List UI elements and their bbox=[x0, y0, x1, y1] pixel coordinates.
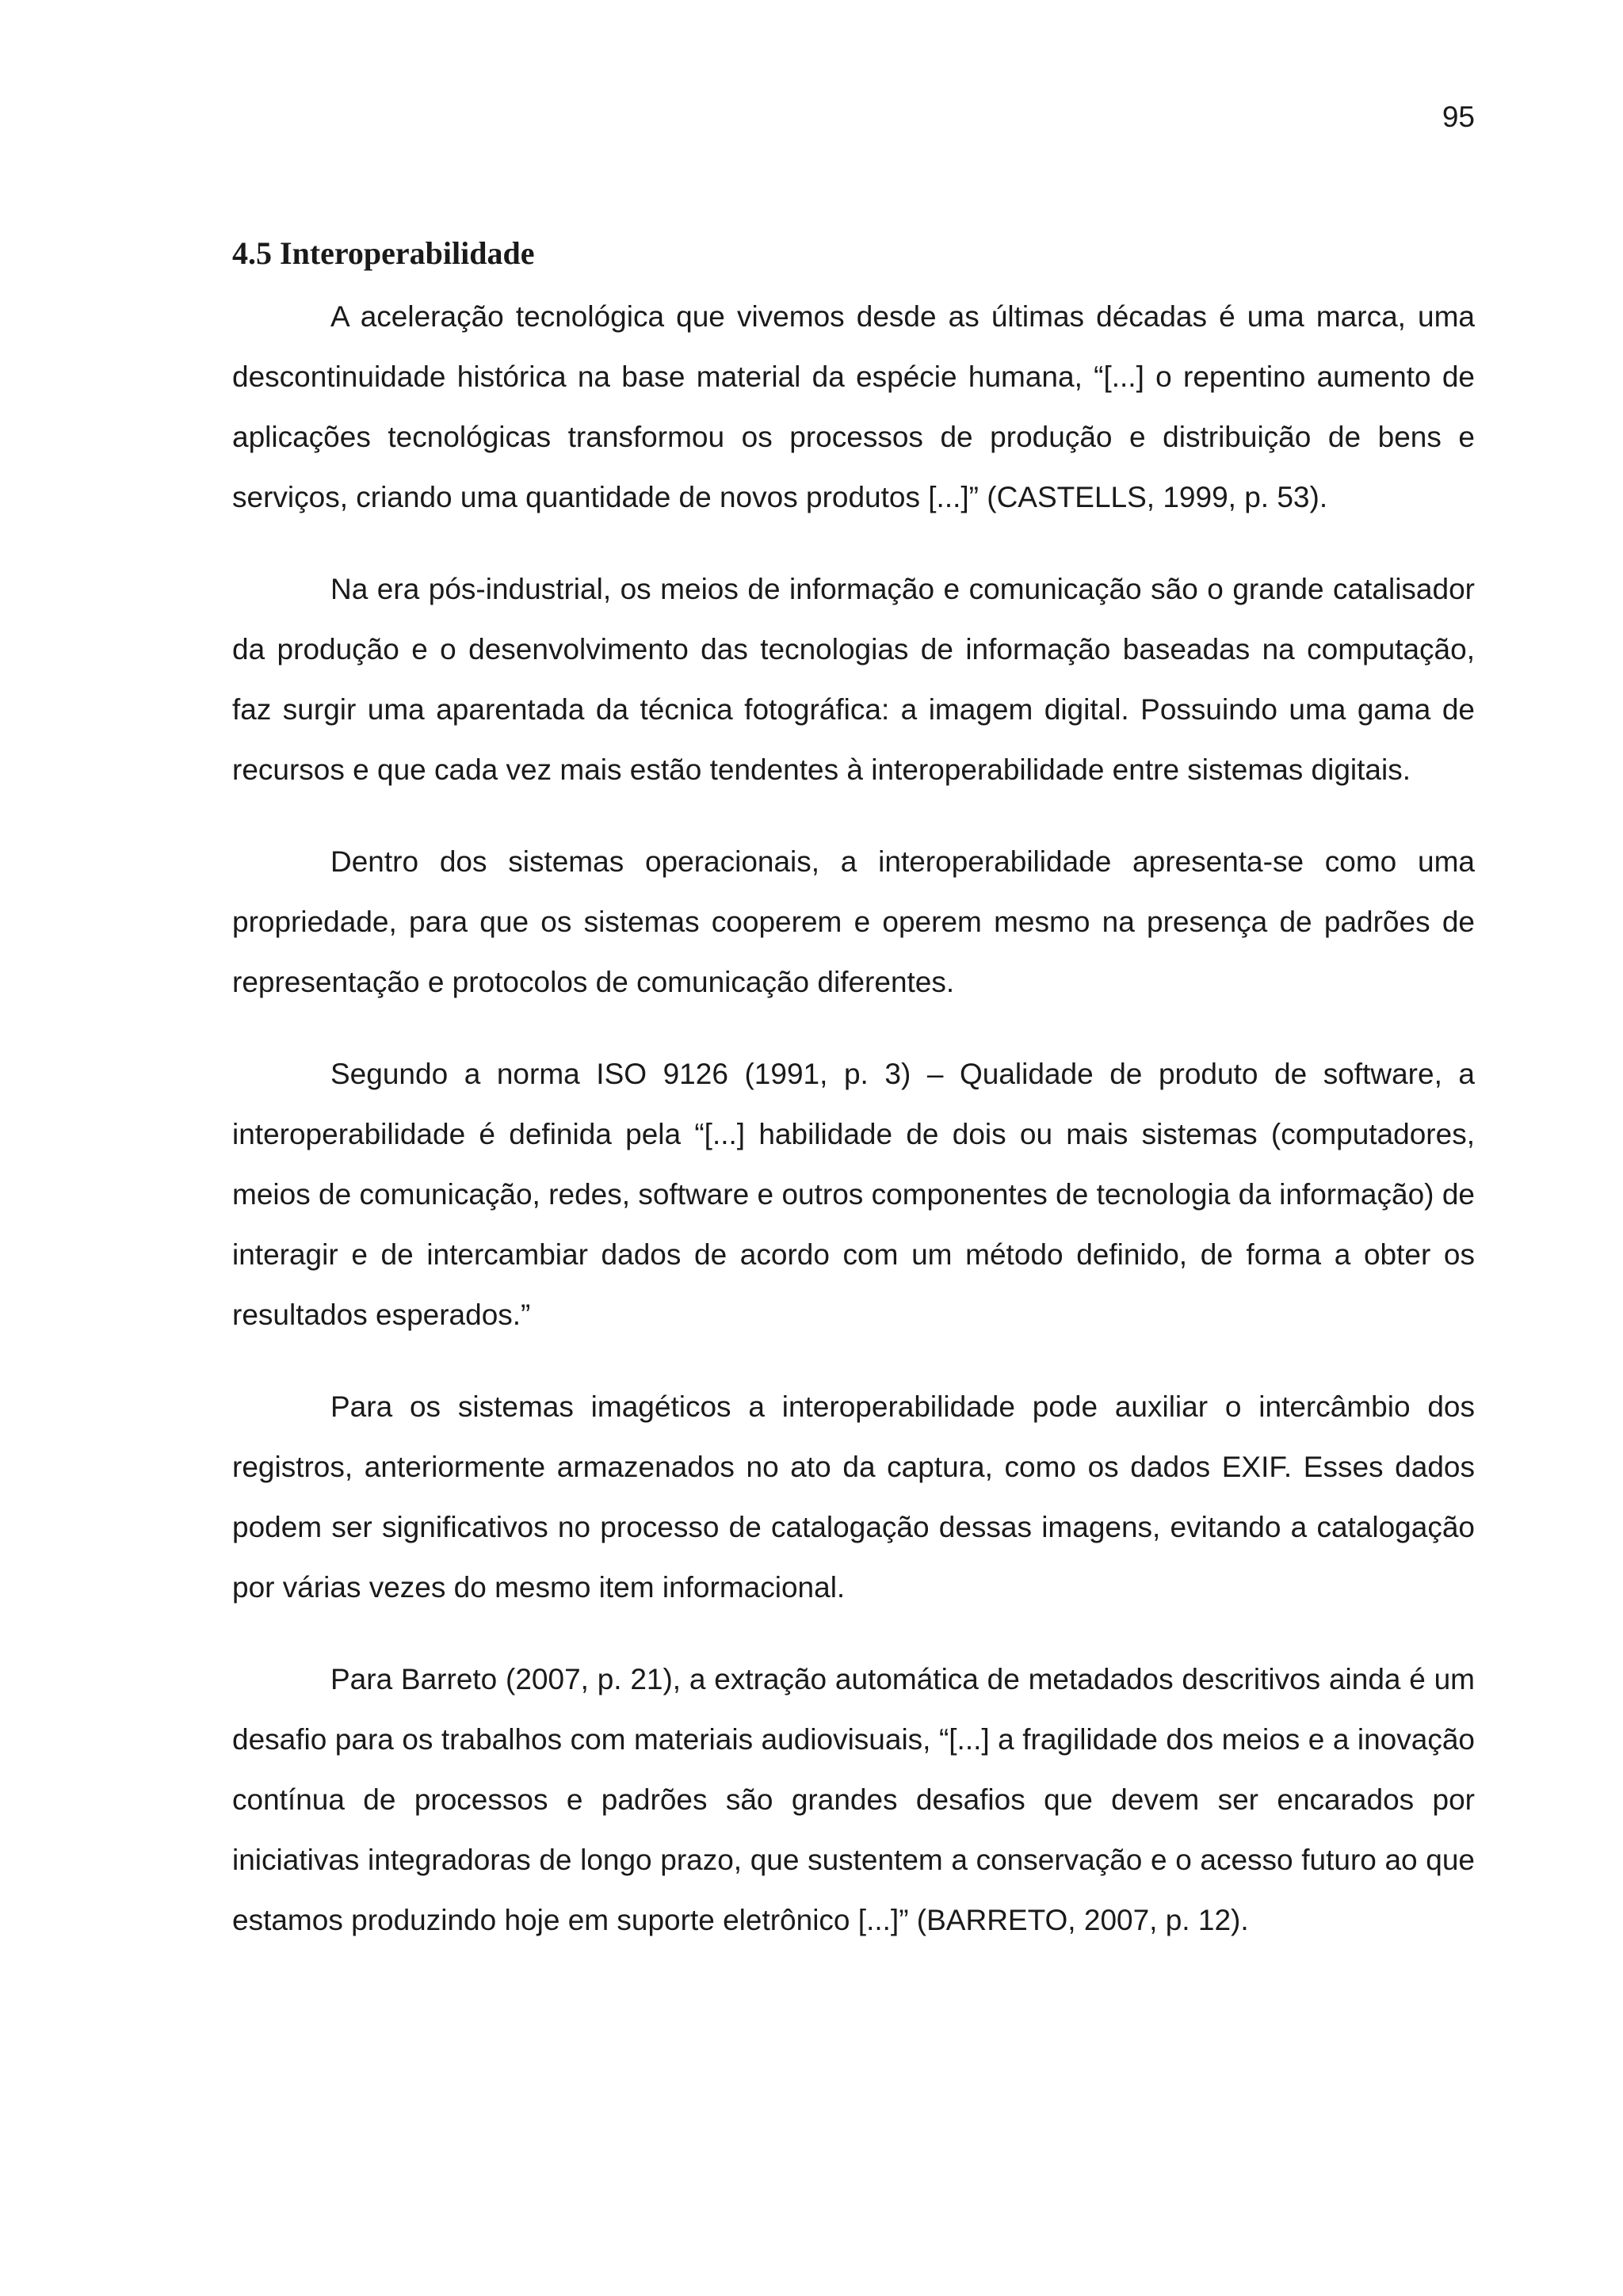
paragraph: A aceleração tecnológica que vivemos desde as últimas décadas é uma marca, uma descontinuidade histórica na base material da espécie humana, “[...] o repentino aumento de aplicações tecnológicas transformou os processos de produção e distribuição de bens e serviços, criando uma quantidade de novos produtos [...]” (CASTELLS, 1999, p. 53). bbox=[232, 300, 1475, 513]
page-content bbox=[232, 231, 1475, 1982]
paragraph: Para Barreto (2007, p. 21), a extração automática de metadados descritivos ainda é um desafio para os trabalhos com materiais audiovisuais, “[...] a fragilidade dos meios e a inovação contínua de processos e padrões são grandes desafios que devem ser encarados por iniciativas integradoras de longo prazo, que sustentem a conservação e o acesso futuro ao que estamos produzindo hoje em suporte eletrônico [...]” (BARRETO, 2007, p. 12). bbox=[232, 1663, 1475, 1936]
paragraph: Dentro dos sistemas operacionais, a interoperabilidade apresenta-se como uma propriedade, para que os sistemas cooperem e operem mesmo na presença de padrões de representação e protocolos de comunicação diferentes. bbox=[232, 845, 1475, 998]
paragraph: Segundo a norma ISO 9126 (1991, p. 3) – Qualidade de produto de software, a interoperabilidade é definida pela “[...] habilidade de dois ou mais sistemas (computadores, meios de comunicação, redes, software e outros componentes de tecnologia da informação) de interagir e de intercambiar dados de acordo com um método definido, de forma a obter os resultados esperados.” bbox=[232, 1058, 1475, 1331]
page-number: 95 bbox=[1442, 101, 1475, 133]
paragraph: Para os sistemas imagéticos a interoperabilidade pode auxiliar o intercâmbio dos registros, anteriormente armazenados no ato da captura, como os dados EXIF. Esses dados podem ser significativos no processo de catalogação dessas imagens, evitando a catalogação por várias vezes do mesmo item informacional. bbox=[232, 1390, 1475, 1604]
section-title: 4.5 Interoperabilidade bbox=[232, 235, 535, 271]
paragraph: Na era pós-industrial, os meios de informação e comunicação são o grande catalisador da produção e o desenvolvimento das tecnologias de informação baseadas na computação, faz surgir uma aparentada da técnica fotográfica: a imagem digital. Possuindo uma gama de recursos e que cada vez mais estão tendentes à interoperabilidade entre sistemas digitais. bbox=[232, 573, 1475, 786]
